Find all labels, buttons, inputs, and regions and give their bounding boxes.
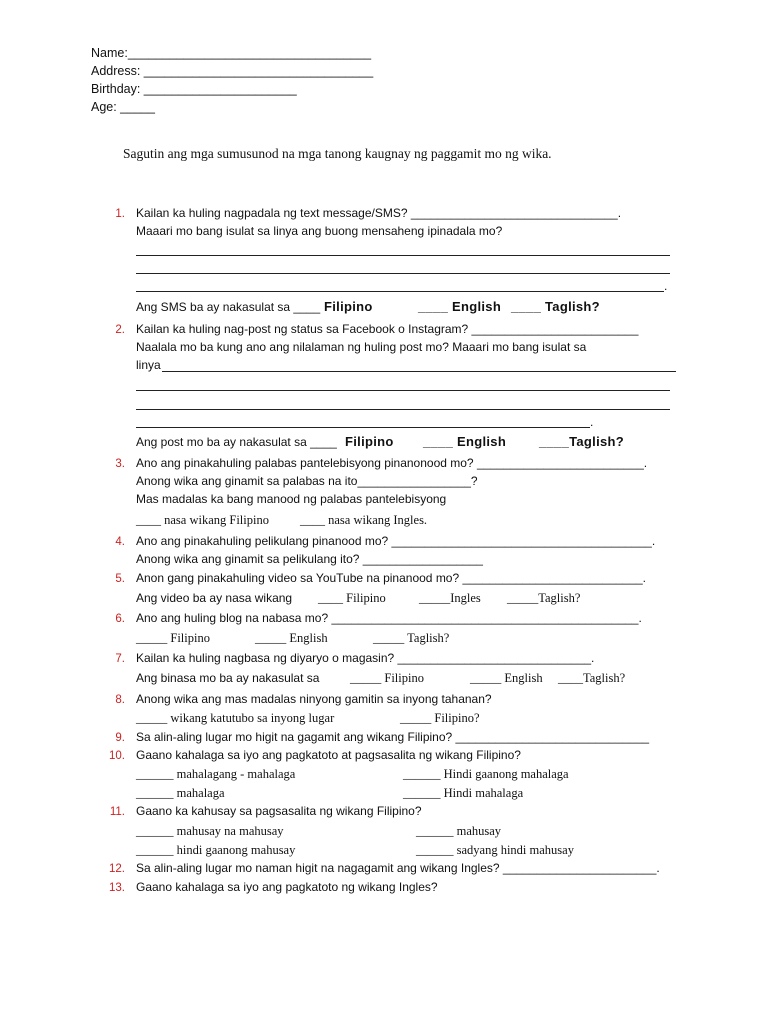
q11-option-b[interactable]: ______ mahusay [416,824,502,838]
question-number: 11. [109,806,125,818]
answer-line[interactable] [136,390,670,391]
q5-option-ingles[interactable]: _____Ingles [419,591,481,605]
q7-option-taglish[interactable]: ____Taglish? [558,671,626,685]
q6-option-taglish[interactable]: _____ Taglish? [373,631,450,645]
q3-option-ingles[interactable]: ____ nasa wikang Ingles. [300,513,428,527]
answer-line[interactable] [136,409,670,410]
q5-line2: Ang video ba ay nasa wikang [136,591,293,605]
line-end-period: . [590,415,594,429]
answer-line[interactable] [136,427,590,428]
q7-line2: Ang binasa mo ba ay nakasulat sa [136,671,320,685]
q10-option-d[interactable]: ______ Hindi mahalaga [403,786,524,800]
question-number: 12. [109,863,125,875]
question-number: 1. [115,208,125,220]
q5-option-taglish[interactable]: _____Taglish? [507,591,581,605]
q6-line1: Ano ang huling blog na nabasa mo? ______________________________________________. [136,611,642,625]
q2-option-filipino[interactable]: Filipino [345,434,394,449]
q1-line2: Maaari mo bang isulat sa linya ang buong mensaheng ipinadala mo? [136,224,503,238]
question-number: 4. [115,536,125,548]
answer-line[interactable] [136,273,670,274]
question-number: 13. [109,882,125,894]
q8-option-filipino[interactable]: _____ Filipino? [400,711,480,725]
q1-option-taglish[interactable]: ____ Taglish? [511,299,600,314]
question-number: 3. [115,458,125,470]
question-number: 2. [115,324,125,336]
name-field[interactable]: Name:___________________________________ [91,46,372,60]
q9-line1: Sa alin-aling lugar mo higit na gagamit ang wikang Filipino? _____________________________ [136,730,650,744]
q6-option-filipino[interactable]: _____ Filipino [136,631,210,645]
q2-options-lead: Ang post mo ba ay nakasulat sa ____ [136,435,337,449]
q3-line2: Anong wika ang ginamit sa palabas na ito_________________? [136,474,478,488]
q7-line1: Kailan ka huling nagbasa ng diyaryo o magasin? _____________________________. [136,651,595,665]
q2-line2: Naalala mo ba kung ano ang nilalaman ng huling post mo? Maaari mo bang isulat sa [136,340,587,354]
q3-line1: Ano ang pinakahuling palabas pantelebisyong pinanonood mo? _________________________. [136,456,648,470]
q10-option-c[interactable]: ______ mahalaga [136,786,225,800]
q10-option-a[interactable]: ______ mahalagang - mahalaga [136,767,296,781]
q8-option-katutubo[interactable]: _____ wikang katutubo sa inyong lugar [136,711,335,725]
q1-line1: Kailan ka huling nagpadala ng text message/SMS? _______________________________. [136,206,622,220]
age-field[interactable]: Age: _____ [91,100,155,114]
question-number: 7. [115,653,125,665]
line-end-period: . [664,279,668,293]
q11-option-c[interactable]: ______ hindi gaanong mahusay [136,843,296,857]
q8-line1: Anong wika ang mas madalas ninyong gamitin sa inyong tahanan? [136,692,492,706]
question-number: 9. [115,732,125,744]
question-number: 8. [115,694,125,706]
q4-line1: Ano ang pinakahuling pelikulang pinanood mo? _______________________________________. [136,534,656,548]
birthday-field[interactable]: Birthday: ______________________ [91,82,297,96]
q1-option-filipino[interactable]: Filipino [324,299,373,314]
q11-option-a[interactable]: ______ mahusay na mahusay [136,824,284,838]
question-number: 10. [109,750,125,762]
q2-option-taglish[interactable]: ____Taglish? [539,434,625,449]
q4-line2: Anong wika ang ginamit sa pelikulang ito? __________________ [136,552,483,566]
question-number: 6. [115,613,125,625]
answer-line[interactable] [136,255,670,256]
q7-option-filipino[interactable]: _____ Filipino [350,671,424,685]
q5-line1: Anon gang pinakahuling video sa YouTube na pinanood mo? ___________________________. [136,571,647,585]
q1-options-lead: Ang SMS ba ay nakasulat sa ____ [136,300,321,314]
q1-option-english[interactable]: ____ English [418,299,502,314]
q6-option-english[interactable]: _____ English [255,631,328,645]
q12-line1: Sa alin-aling lugar mo naman higit na nagagamit ang wikang Ingles? _______________________. [136,861,660,875]
answer-line[interactable] [136,291,664,292]
address-field[interactable]: Address: _________________________________ [91,64,374,78]
q5-option-filipino[interactable]: ____ Filipino [318,591,386,605]
instruction-text: Sagutin ang mga sumusunod na mga tanong kaugnay ng paggamit mo ng wika. [123,146,552,161]
q13-line1: Gaano kahalaga sa iyo ang pagkatoto ng wikang Ingles? [136,880,438,894]
question-number: 5. [115,573,125,585]
q7-option-english[interactable]: _____ English [470,671,543,685]
q3-option-filipino[interactable]: ____ nasa wikang Filipino [136,513,269,527]
q2-line1: Kailan ka huling nag-post ng status sa Facebook o Instagram? _________________________ [136,322,639,336]
q10-line1: Gaano kahalaga sa iyo ang pagkatoto at pagsasalita ng wikang Filipino? [136,748,521,762]
q2-option-english[interactable]: ____ English [423,434,507,449]
q11-option-d[interactable]: ______ sadyang hindi mahusay [416,843,574,857]
answer-line[interactable] [162,371,676,372]
q11-line1: Gaano ka kahusay sa pagsasalita ng wikang Filipino? [136,804,422,818]
q3-line3: Mas madalas ka bang manood ng palabas pantelebisyong [136,492,447,506]
q2-line3: linya [136,358,161,372]
q10-option-b[interactable]: ______ Hindi gaanong mahalaga [403,767,569,781]
